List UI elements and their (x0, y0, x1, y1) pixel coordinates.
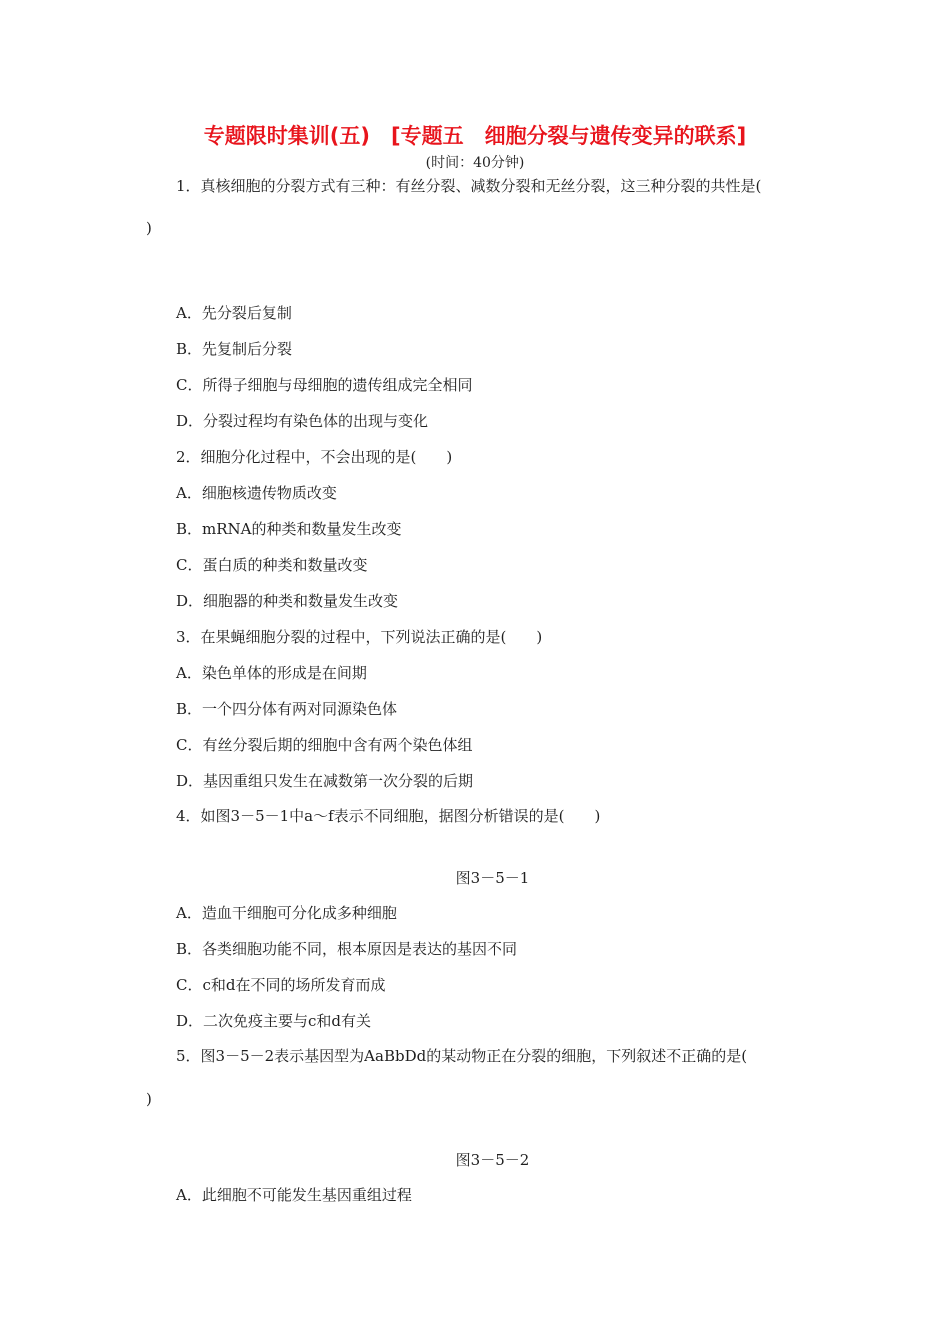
question-1-option-a: A．先分裂后复制 (176, 304, 292, 322)
question-5-stem: 5．图3－5－2表示基因型为AaBbDd的某动物正在分裂的细胞，下列叙述不正确的是( (176, 1047, 748, 1065)
question-3-option-a: A．染色单体的形成是在间期 (176, 664, 367, 682)
question-1-stem: 1．真核细胞的分裂方式有三种：有丝分裂、减数分裂和无丝分裂，这三种分裂的共性是( (176, 177, 762, 195)
question-2-option-d: D．细胞器的种类和数量发生改变 (176, 592, 399, 610)
question-2-stem: 2．细胞分化过程中，不会出现的是( ) (176, 448, 453, 466)
question-3-option-c: C．有丝分裂后期的细胞中含有两个染色体组 (176, 736, 473, 754)
question-5-stem-cont: ) (146, 1090, 152, 1108)
question-4-option-d: D．二次免疫主要与c和d有关 (176, 1012, 372, 1030)
question-1-option-c: C．所得子细胞与母细胞的遗传组成完全相同 (176, 376, 473, 394)
question-1-stem-cont: ) (146, 219, 152, 237)
question-2-option-a: A．细胞核遗传物质改变 (176, 484, 337, 502)
figure-caption-3-5-2: 图3－5－2 (455, 1151, 530, 1169)
question-5-option-a: A．此细胞不可能发生基因重组过程 (176, 1186, 412, 1204)
figure-caption-3-5-1: 图3－5－1 (455, 869, 530, 887)
page-title: 专题限时集训(五) [专题五 细胞分裂与遗传变异的联系] (203, 124, 747, 148)
question-1-option-d: D．分裂过程均有染色体的出现与变化 (176, 412, 429, 430)
question-4-stem: 4．如图3－5－1中a～f表示不同细胞，据图分析错误的是( ) (176, 807, 601, 825)
question-3-option-d: D．基因重组只发生在减数第一次分裂的后期 (176, 772, 474, 790)
question-2-option-c: C．蛋白质的种类和数量改变 (176, 556, 368, 574)
question-3-option-b: B．一个四分体有两对同源染色体 (176, 700, 398, 718)
question-2-option-b: B．mRNA的种类和数量发生改变 (176, 520, 402, 538)
time-note: (时间：40分钟) (425, 155, 525, 171)
question-1-option-b: B．先复制后分裂 (176, 340, 293, 358)
question-4-option-a: A．造血干细胞可分化成多种细胞 (176, 904, 397, 922)
question-4-option-b: B．各类细胞功能不同，根本原因是表达的基因不同 (176, 940, 518, 958)
question-3-stem: 3．在果蝇细胞分裂的过程中，下列说法正确的是( ) (176, 628, 543, 646)
question-4-option-c: C．c和d在不同的场所发育而成 (176, 976, 386, 994)
